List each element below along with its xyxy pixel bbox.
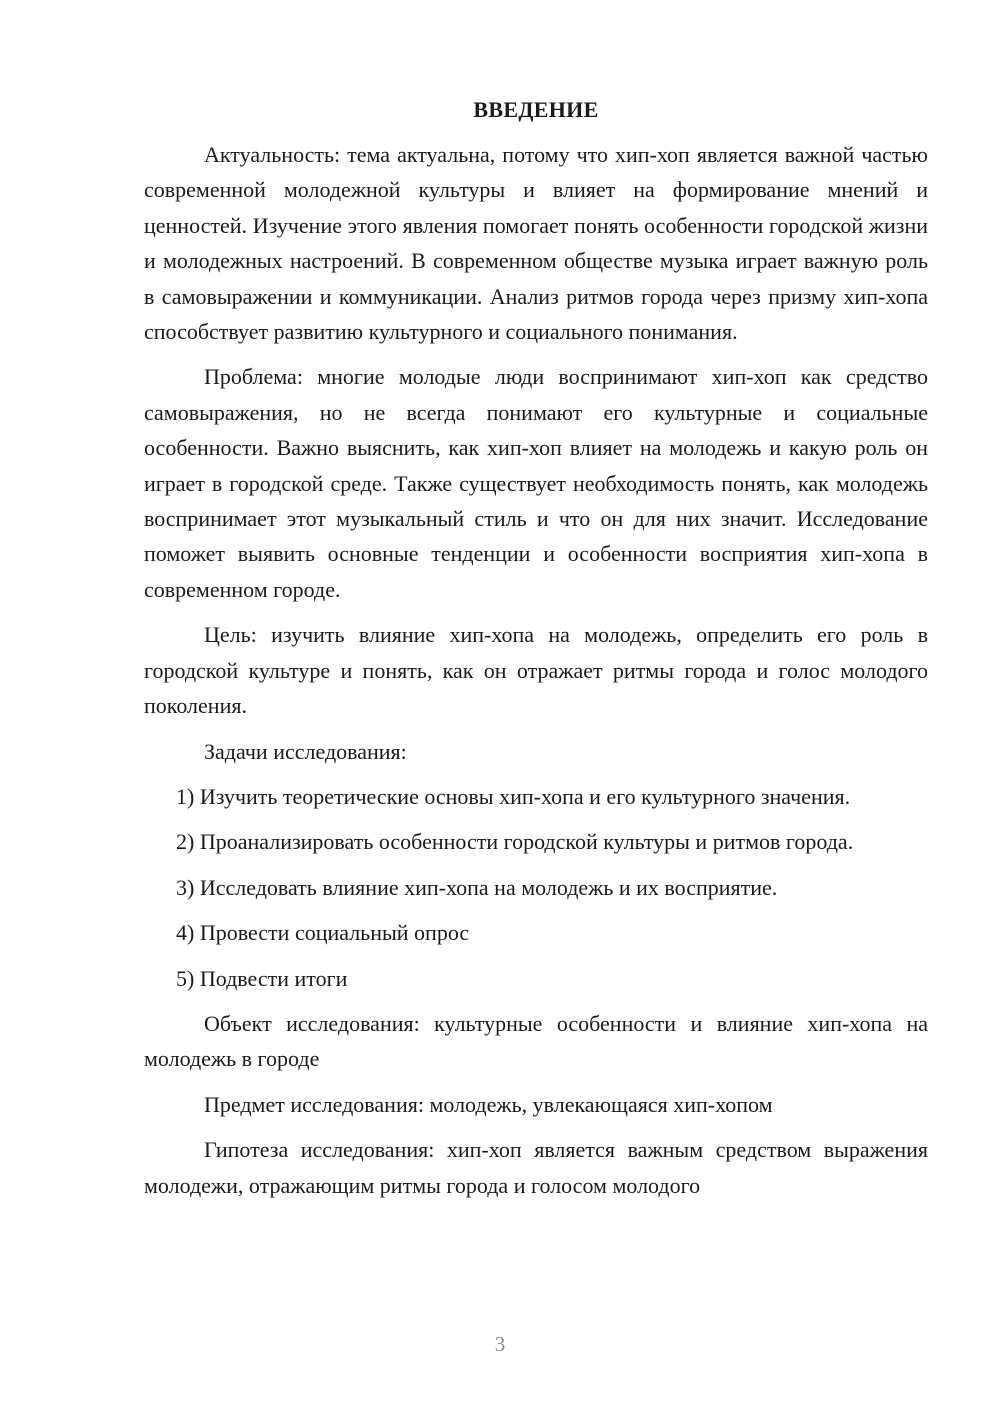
task-item-1: 1) Изучить теоретические основы хип-хопа и его культурного значения. (176, 783, 851, 809)
paragraph-goal: Цель: изучить влияние хип-хопа на молодежь, определить его роль в городской культуре и понять, как он отражает ритмы города и голос молодого поколения. (144, 622, 928, 719)
page-title: ВВЕДЕНИЕ (473, 97, 599, 122)
page-number: 3 (494, 1332, 506, 1356)
paragraph-problem: Проблема: многие молодые люди воспринимают хип-хоп как средство самовыражения, но не всегда понимают его культурные и социальные особенности. Важно выяснить, как хип-хоп влияет на молодежь и какую роль он играет в городской среде. Также существует необходимость понять, как молодежь воспринимает этот музыкальный стиль и что он для них значит. Исследование поможет выявить основные тенденции и особенности восприятия хип-хопа в современном городе. (144, 364, 928, 602)
paragraph-subject: Предмет исследования: молодежь, увлекающаяся хип-хопом (204, 1091, 773, 1117)
page-content (144, 92, 928, 1213)
paragraph-relevance: Актуальность: тема актуальна, потому что хип-хоп является важной частью современной молодежной культуры и влияет на формирование мнений и ценностей. Изучение этого явления помогает понять особенности городской жизни и молодежных настроений. В современном обществе музыка играет важную роль в самовыражении и коммуникации. Анализ ритмов города через призму хип-хопа способствует развитию культурного и социального понимания. (144, 142, 928, 345)
task-item-4: 4) Провести социальный опрос (176, 920, 470, 946)
tasks-heading: Задачи исследования: (204, 738, 407, 764)
paragraph-hypothesis: Гипотеза исследования: хип-хоп является важным средством выражения молодежи, отражающим ритмы города и голосом молодого (144, 1137, 928, 1198)
task-item-3: 3) Исследовать влияние хип-хопа на молодежь и их восприятие. (176, 874, 778, 900)
paragraph-object: Объект исследования: культурные особенности и влияние хип-хопа на молодежь в городе (144, 1010, 928, 1072)
task-item-2: 2) Проанализировать особенности городской культуры и ритмов города. (176, 829, 854, 855)
task-item-5: 5) Подвести итоги (176, 965, 348, 991)
